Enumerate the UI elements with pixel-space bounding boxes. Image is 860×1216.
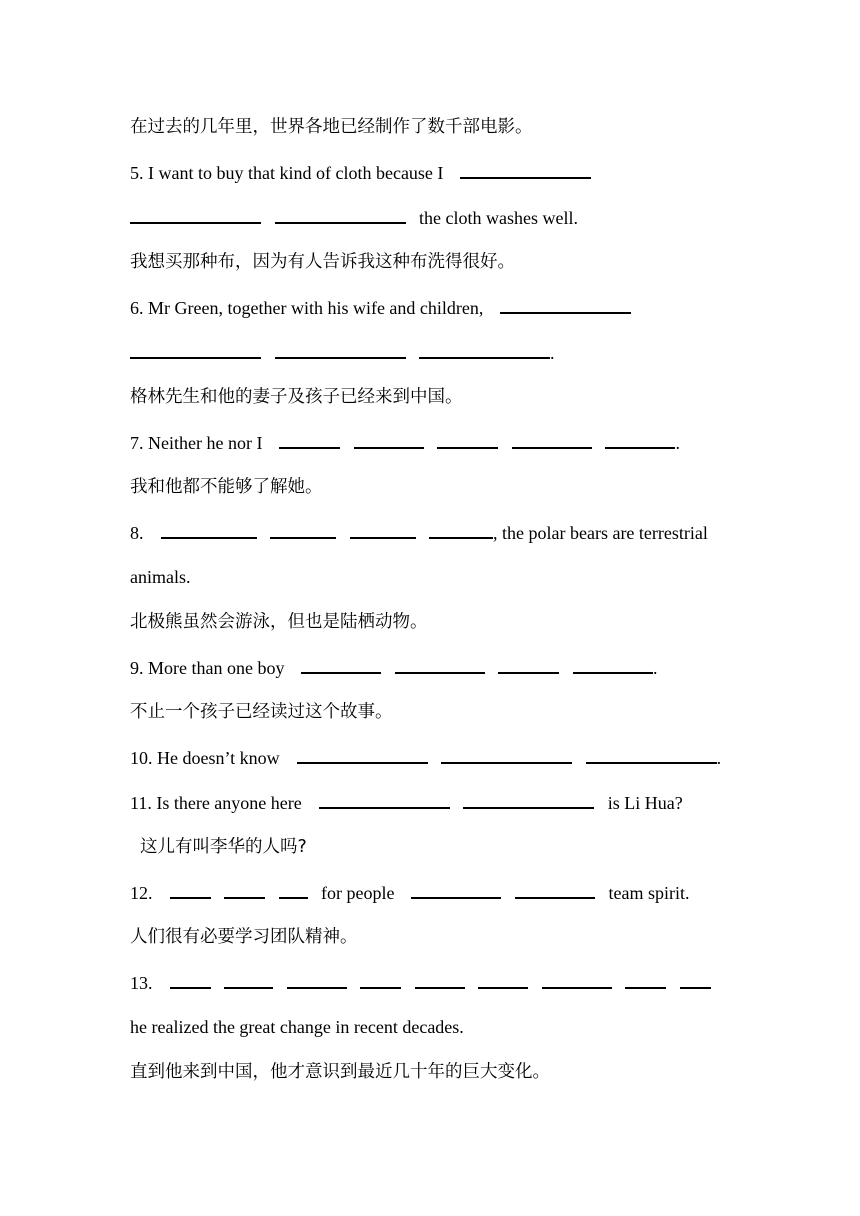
answer-blank[interactable] xyxy=(287,969,347,989)
question-12-line-1 xyxy=(130,879,689,905)
answer-blank[interactable] xyxy=(498,654,559,674)
question-8-number: 8. xyxy=(130,523,144,543)
question-6-translation xyxy=(130,384,463,410)
question-9-line-1 xyxy=(130,654,657,680)
answer-blank[interactable] xyxy=(297,744,428,764)
answer-blank[interactable] xyxy=(279,879,308,899)
answer-blank[interactable] xyxy=(161,519,257,539)
question-9-translation xyxy=(130,699,393,725)
answer-blank[interactable] xyxy=(275,204,406,224)
answer-blank[interactable] xyxy=(170,969,211,989)
answer-blank[interactable] xyxy=(419,339,550,359)
question-6-line-1 xyxy=(130,294,631,320)
answer-blank[interactable] xyxy=(319,789,450,809)
answer-blank[interactable] xyxy=(586,744,717,764)
question-11-prompt: 11. Is there anyone here xyxy=(130,793,302,813)
question-7-line-1 xyxy=(130,429,680,455)
answer-blank[interactable] xyxy=(301,654,381,674)
question-12-ending: team spirit. xyxy=(608,883,690,903)
translation-text: 格林先生和他的妻子及孩子已经来到中国。 xyxy=(130,387,463,407)
period: . xyxy=(550,343,555,363)
question-13-line-1 xyxy=(130,969,711,995)
translation-text: 我想买那种布，因为有人告诉我这种布洗得很好。 xyxy=(130,252,515,272)
answer-blank[interactable] xyxy=(270,519,336,539)
period: . xyxy=(716,748,722,768)
answer-blank[interactable] xyxy=(411,879,501,899)
question-8-continuation: animals. xyxy=(130,567,191,587)
question-9-prompt: 9. More than one boy xyxy=(130,658,285,678)
answer-blank[interactable] xyxy=(463,789,594,809)
answer-blank[interactable] xyxy=(429,519,493,539)
answer-blank[interactable] xyxy=(500,294,631,314)
question-12-translation xyxy=(130,924,358,950)
question-11-line-1 xyxy=(130,789,683,815)
translation-text: 不止一个孩子已经读过这个故事。 xyxy=(130,702,393,722)
answer-blank[interactable] xyxy=(170,879,211,899)
answer-blank[interactable] xyxy=(130,339,261,359)
question-13-number: 13. xyxy=(130,973,153,993)
question-11-translation xyxy=(140,834,307,860)
period: . xyxy=(675,433,680,453)
answer-blank[interactable] xyxy=(224,879,265,899)
answer-blank[interactable] xyxy=(460,159,591,179)
answer-blank[interactable] xyxy=(130,204,261,224)
period: . xyxy=(652,658,658,678)
question-13-continuation: he realized the great change in recent decades. xyxy=(130,1017,464,1037)
question-5-translation xyxy=(130,249,515,275)
question-12-middle: for people xyxy=(321,883,395,903)
question-6-prompt: 6. Mr Green, together with his wife and children, xyxy=(130,298,484,318)
question-13-line-2 xyxy=(130,1014,464,1040)
answer-blank[interactable] xyxy=(224,969,273,989)
translation-text: 这儿有叫李华的人吗? xyxy=(140,837,307,857)
answer-blank[interactable] xyxy=(515,879,595,899)
question-8-ending: , the polar bears are terrestrial xyxy=(493,523,708,543)
question-5-ending: the cloth washes well. xyxy=(419,208,578,228)
answer-blank[interactable] xyxy=(605,429,675,449)
question-10-line-1 xyxy=(130,744,721,770)
translation-text: 直到他来到中国，他才意识到最近几十年的巨大变化。 xyxy=(130,1062,550,1082)
translation-line-4 xyxy=(130,114,533,140)
question-8-line-2 xyxy=(130,564,191,590)
question-12-number: 12. xyxy=(130,883,153,903)
answer-blank[interactable] xyxy=(354,429,424,449)
answer-blank[interactable] xyxy=(542,969,612,989)
question-8-translation xyxy=(130,609,428,635)
question-10-prompt: 10. He doesn’t know xyxy=(130,748,280,768)
answer-blank[interactable] xyxy=(415,969,465,989)
question-7-translation xyxy=(130,474,323,500)
translation-text: 北极熊虽然会游泳，但也是陆栖动物。 xyxy=(130,612,428,632)
answer-blank[interactable] xyxy=(275,339,406,359)
question-13-translation xyxy=(130,1059,550,1085)
answer-blank[interactable] xyxy=(573,654,653,674)
question-5-line-2 xyxy=(130,204,578,230)
answer-blank[interactable] xyxy=(478,969,528,989)
translation-text: 人们很有必要学习团队精神。 xyxy=(130,927,358,947)
question-7-prompt: 7. Neither he nor I xyxy=(130,433,263,453)
question-6-line-2 xyxy=(130,339,555,365)
translation-text: 我和他都不能够了解她。 xyxy=(130,477,323,497)
translation-text: 在过去的几年里，世界各地已经制作了数千部电影。 xyxy=(130,117,533,137)
answer-blank[interactable] xyxy=(360,969,401,989)
answer-blank[interactable] xyxy=(437,429,498,449)
question-5-line-1 xyxy=(130,159,591,185)
question-5-prompt: 5. I want to buy that kind of cloth because I xyxy=(130,163,444,183)
question-11-ending: is Li Hua? xyxy=(607,793,683,813)
question-8-line-1 xyxy=(130,519,708,545)
answer-blank[interactable] xyxy=(680,969,711,989)
answer-blank[interactable] xyxy=(512,429,592,449)
answer-blank[interactable] xyxy=(279,429,340,449)
answer-blank[interactable] xyxy=(625,969,666,989)
answer-blank[interactable] xyxy=(441,744,572,764)
answer-blank[interactable] xyxy=(395,654,485,674)
answer-blank[interactable] xyxy=(350,519,416,539)
